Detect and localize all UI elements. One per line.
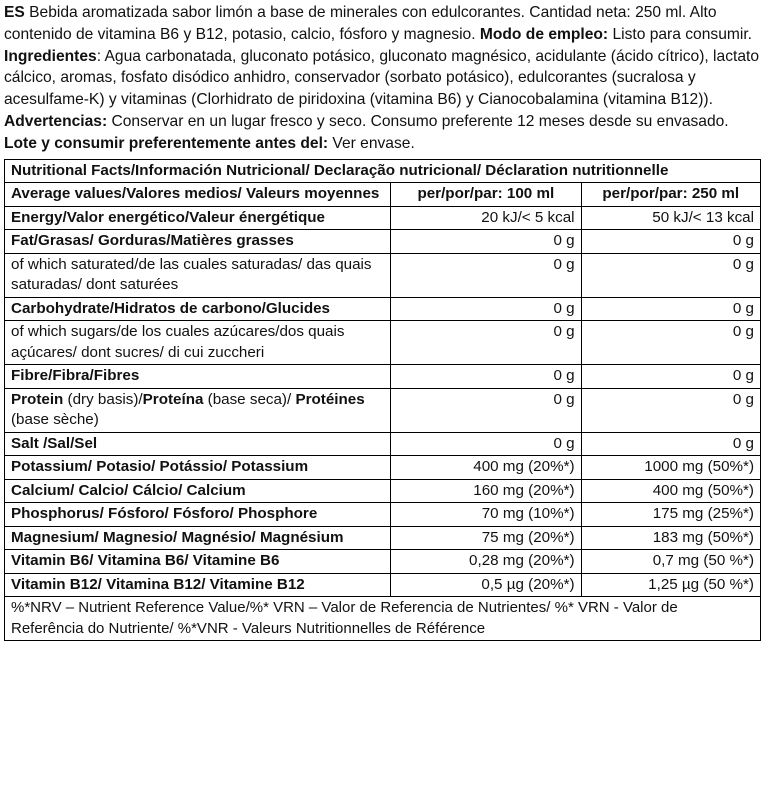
table-row — [5, 365, 761, 389]
nutrient-label — [5, 526, 391, 550]
intro-text: Listo para consumir. — [608, 25, 752, 43]
value-per-100ml: 0 g — [391, 321, 582, 365]
product-description — [4, 2, 763, 155]
column-header-row — [5, 183, 761, 207]
nutrient-label-part: Protéines — [295, 390, 365, 408]
value-per-100ml: 70 mg (10%*) — [391, 503, 582, 527]
value-per-250ml: 183 mg (50%*) — [581, 526, 760, 550]
value-per-250ml: 0 g — [581, 297, 760, 321]
nutrient-label-part: Magnesium/ Magnesio/ Magnésio/ Magnésium — [11, 528, 344, 546]
value-per-100ml: 0,5 µg (20%*) — [391, 573, 582, 597]
footnote-row — [5, 597, 761, 641]
table-title-row — [5, 159, 761, 183]
value-per-250ml: 0 g — [581, 388, 760, 432]
column-header-250ml: per/por/par: 250 ml — [581, 183, 760, 207]
nutrient-label — [5, 206, 391, 230]
table-row — [5, 321, 761, 365]
table-row — [5, 479, 761, 503]
nutrient-label — [5, 253, 391, 297]
nutrient-label-part: Protein — [11, 390, 64, 408]
nutrient-label — [5, 550, 391, 574]
nutrient-label-part: of which saturated/de las cuales saturadas/ das quais saturadas/ dont saturées — [11, 255, 372, 294]
nutrient-label — [5, 479, 391, 503]
nutrient-label — [5, 230, 391, 254]
intro-text: Bebida aromatizada sabor limón a base de minerales con edulcorantes. Cantidad neta: 250 ml. Alto contenido de vitamina B6 y B12, potasio, calcio, fósforo y magnesio. — [4, 4, 717, 43]
nutrient-label — [5, 388, 391, 432]
nutrient-label — [5, 456, 391, 480]
table-row — [5, 388, 761, 432]
value-per-250ml: 0 g — [581, 230, 760, 254]
table-title: Nutritional Facts/Información Nutricional/ Declaração nutricional/ Déclaration nutritionnelle — [5, 159, 761, 183]
value-per-100ml: 0 g — [391, 230, 582, 254]
nrv-footnote: %*NRV – Nutrient Reference Value/%* VRN – Valor de Referencia de Nutrientes/ %* VRN - Valor de Referência do Nutriente/ %*VNR - Valeurs Nutritionnelles de Référence — [5, 597, 761, 641]
value-per-250ml: 1,25 µg (50 %*) — [581, 573, 760, 597]
value-per-100ml: 160 mg (20%*) — [391, 479, 582, 503]
nutrient-label-part: Potassium/ Potasio/ Potássio/ Potassium — [11, 458, 309, 476]
intro-heading: Lote y consumir preferentemente antes del: — [4, 134, 329, 152]
nutrient-label — [5, 432, 391, 456]
table-row — [5, 573, 761, 597]
value-per-250ml: 1000 mg (50%*) — [581, 456, 760, 480]
nutrient-label-part: Fat/Grasas/ Gorduras/Matières grasses — [11, 232, 294, 250]
nutrient-label — [5, 297, 391, 321]
nutrient-label-part: (base seca)/ — [203, 390, 296, 408]
value-per-100ml: 0 g — [391, 365, 582, 389]
value-per-250ml: 0,7 mg (50 %*) — [581, 550, 760, 574]
value-per-250ml: 0 g — [581, 432, 760, 456]
intro-heading: Modo de empleo: — [479, 25, 609, 43]
nutrient-label-part: (dry basis)/ — [63, 390, 143, 408]
table-row — [5, 550, 761, 574]
table-row — [5, 297, 761, 321]
value-per-250ml: 175 mg (25%*) — [581, 503, 760, 527]
value-per-100ml: 0 g — [391, 253, 582, 297]
nutrition-table — [4, 159, 761, 642]
table-row — [5, 503, 761, 527]
value-per-250ml: 400 mg (50%*) — [581, 479, 760, 503]
table-row — [5, 230, 761, 254]
intro-heading: ES — [4, 4, 25, 21]
nutrient-label-part: Salt /Sal/Sel — [11, 434, 98, 452]
nutrient-label-part: Vitamin B12/ Vitamina B12/ Vitamine B12 — [11, 575, 305, 593]
value-per-250ml: 0 g — [581, 365, 760, 389]
table-row — [5, 253, 761, 297]
column-header-label: Average values/Valores medios/ Valeurs moyennes — [5, 183, 391, 207]
value-per-100ml: 20 kJ/< 5 kcal — [391, 206, 582, 230]
value-per-100ml: 400 mg (20%*) — [391, 456, 582, 480]
nutrient-label — [5, 503, 391, 527]
table-row — [5, 456, 761, 480]
value-per-100ml: 0,28 mg (20%*) — [391, 550, 582, 574]
nutrient-label-part: Fibre/Fibra/Fibres — [11, 367, 140, 385]
nutrient-label — [5, 573, 391, 597]
intro-heading: Ingredientes — [4, 47, 97, 65]
nutrient-label-part: Carbohydrate/Hidratos de carbono/Glucides — [11, 299, 331, 317]
nutrient-label-part: Proteína — [142, 390, 204, 408]
value-per-100ml: 75 mg (20%*) — [391, 526, 582, 550]
nutrient-label-part: Energy/Valor energético/Valeur énergétique — [11, 208, 325, 226]
table-row — [5, 206, 761, 230]
value-per-250ml: 50 kJ/< 13 kcal — [581, 206, 760, 230]
value-per-100ml: 0 g — [391, 432, 582, 456]
nutrient-label-part: (base sèche) — [11, 411, 99, 429]
table-row — [5, 526, 761, 550]
column-header-100ml: per/por/par: 100 ml — [391, 183, 582, 207]
value-per-100ml: 0 g — [391, 297, 582, 321]
value-per-250ml: 0 g — [581, 253, 760, 297]
nutrient-label-part: of which sugars/de los cuales azúcares/dos quais açúcares/ dont sucres/ di cui zuccheri — [11, 323, 345, 361]
nutrient-label-part: Vitamin B6/ Vitamina B6/ Vitamine B6 — [11, 552, 280, 570]
nutrient-label-part: Calcium/ Calcio/ Cálcio/ Calcium — [11, 481, 246, 499]
nutrient-label — [5, 321, 391, 365]
intro-text: Conservar en un lugar fresco y seco. Consumo preferente 12 meses desde su envasado. — [107, 112, 729, 130]
nutrient-label-part: Phosphorus/ Fósforo/ Fósforo/ Phosphore — [11, 505, 318, 523]
intro-text: Ver envase. — [328, 134, 415, 152]
intro-heading: Advertencias: — [4, 112, 108, 130]
table-row — [5, 432, 761, 456]
value-per-100ml: 0 g — [391, 388, 582, 432]
value-per-250ml: 0 g — [581, 321, 760, 365]
nutrient-label — [5, 365, 391, 389]
intro-text: : Agua carbonatada, gluconato potásico, gluconato magnésico, acidulante (ácido cítrico), lactato cálcico, aromas, fosfato disódico anhidro, conservador (sorbato potásico), edulcorantes (sucralosa y acesulfame-K) y vitaminas (Clorhidrato de piridoxina (vitamina B6) y Cianocobalamina (vitamina B12)). — [4, 47, 760, 109]
